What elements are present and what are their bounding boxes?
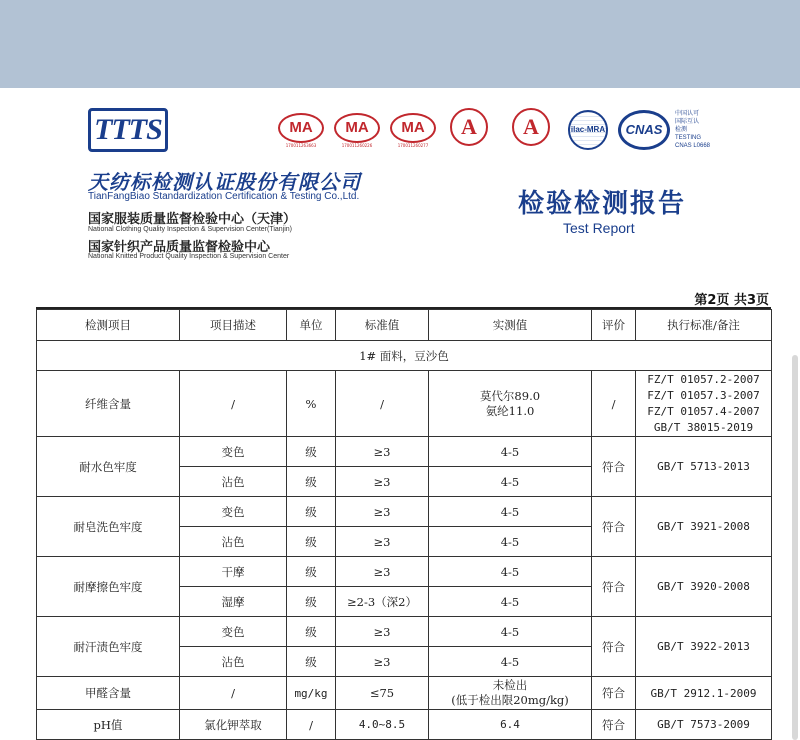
measured-cell: 4-5 <box>429 527 592 557</box>
cma-mark-1 <box>278 113 324 148</box>
measured-cell: 4-5 <box>429 557 592 587</box>
clothing-center-en: National Clothing Quality Inspection & Supervision Center(Tianjin) <box>88 226 293 233</box>
item-cell: 耐水色牢度 <box>37 437 180 497</box>
unit-cell: 级 <box>287 557 336 587</box>
table-row <box>37 437 772 467</box>
col-header: 实测值 <box>429 310 592 341</box>
cnas-caption: 中国认可 国际互认 检测 TESTING CNAS L0668 <box>675 111 711 149</box>
item-cell: 甲醛含量 <box>37 677 180 710</box>
ilac-mra-logo-icon: ilac-MRA <box>568 110 608 150</box>
col-header: 评价 <box>592 310 636 341</box>
cma-logo-icon: MA <box>390 113 436 143</box>
std-value-cell: ≥3 <box>336 557 429 587</box>
ilac-mark <box>568 110 608 150</box>
measured-cell: 6.4 <box>429 710 592 740</box>
table-row <box>37 371 772 437</box>
measured-cell: 4-5 <box>429 587 592 617</box>
cal-logo-icon: A <box>450 108 488 146</box>
item-cell: pH值 <box>37 710 180 740</box>
cma-mark-2 <box>334 113 380 148</box>
col-header: 标准值 <box>336 310 429 341</box>
std-value-cell: ≥2-3（深2） <box>336 587 429 617</box>
table-header-row <box>37 310 772 341</box>
test-results-table <box>36 309 772 740</box>
sample-description: 1# 面料，豆沙色 <box>37 341 772 371</box>
desc-cell: / <box>180 371 287 437</box>
standard-cell: GB/T 5713-2013 <box>636 437 772 497</box>
cal-mark-1 <box>450 108 488 146</box>
knitted-center-cn: 国家针织产品质量监督检验中心 <box>88 240 271 255</box>
standard-cell: GB/T 3922-2013 <box>636 617 772 677</box>
unit-cell: 级 <box>287 647 336 677</box>
standard-cell: FZ/T 01057.2-2007 FZ/T 01057.3-2007 FZ/T 01057.4-2007 GB/T 38015-2019 <box>636 371 772 437</box>
standard-cell: GB/T 7573-2009 <box>636 710 772 740</box>
unit-cell: 级 <box>287 497 336 527</box>
cma-logo-icon: MA <box>278 113 324 143</box>
eval-cell: 符合 <box>592 617 636 677</box>
unit-cell: 级 <box>287 437 336 467</box>
measured-cell: 4-5 <box>429 617 592 647</box>
eval-cell: 符合 <box>592 677 636 710</box>
col-header: 检测项目 <box>37 310 180 341</box>
cnas-logo-icon: CNAS <box>618 110 670 150</box>
std-value-cell: ≥3 <box>336 467 429 497</box>
unit-cell: mg/kg <box>287 677 336 710</box>
std-value-cell: 4.0~8.5 <box>336 710 429 740</box>
cnas-mark <box>618 110 711 150</box>
std-value-cell: ≥3 <box>336 437 429 467</box>
desc-cell: 变色 <box>180 497 287 527</box>
tts-logo: TTTS <box>88 108 168 152</box>
std-value-cell: ≥3 <box>336 527 429 557</box>
unit-cell: 级 <box>287 587 336 617</box>
desc-cell: 沾色 <box>180 647 287 677</box>
col-header: 单位 <box>287 310 336 341</box>
cal-mark-2 <box>512 108 550 146</box>
knitted-center-en: National Knitted Product Quality Inspection & Supervision Center <box>88 253 290 260</box>
table-row <box>37 497 772 527</box>
col-header: 项目描述 <box>180 310 287 341</box>
desc-cell: / <box>180 677 287 710</box>
top-bar <box>0 0 800 88</box>
cma-mark-3 <box>390 113 436 148</box>
measured-cell: 4-5 <box>429 467 592 497</box>
std-value-cell: / <box>336 371 429 437</box>
item-cell: 耐皂洗色牢度 <box>37 497 180 557</box>
eval-cell: 符合 <box>592 497 636 557</box>
desc-cell: 湿摩 <box>180 587 287 617</box>
report-title-cn: 检验检测报告 <box>518 189 687 219</box>
eval-cell: 符合 <box>592 557 636 617</box>
desc-cell: 沾色 <box>180 527 287 557</box>
item-cell: 耐汗渍色牢度 <box>37 617 180 677</box>
standard-cell: GB/T 2912.1-2009 <box>636 677 772 710</box>
report-title-en: Test Report <box>563 220 635 236</box>
measured-cell: 4-5 <box>429 497 592 527</box>
item-cell: 纤维含量 <box>37 371 180 437</box>
unit-cell: 级 <box>287 527 336 557</box>
std-value-cell: ≤75 <box>336 677 429 710</box>
company-name-cn: 天纺标检测认证股份有限公司 <box>88 170 361 194</box>
cma-logo-icon: MA <box>334 113 380 143</box>
vertical-scrollbar[interactable] <box>792 355 798 740</box>
cal-logo-icon: A <box>512 108 550 146</box>
measured-cell: 4-5 <box>429 647 592 677</box>
table-row <box>37 617 772 647</box>
eval-cell: / <box>592 371 636 437</box>
col-header: 执行标准/备注 <box>636 310 772 341</box>
table-row <box>37 677 772 710</box>
cma-caption: 170011260226 <box>341 143 373 148</box>
desc-cell: 变色 <box>180 617 287 647</box>
desc-cell: 干摩 <box>180 557 287 587</box>
clothing-center-cn: 国家服装质量监督检验中心（天津） <box>88 212 297 227</box>
std-value-cell: ≥3 <box>336 647 429 677</box>
table-row <box>37 710 772 740</box>
table-row <box>37 557 772 587</box>
desc-cell: 变色 <box>180 437 287 467</box>
desc-cell: 沾色 <box>180 467 287 497</box>
std-value-cell: ≥3 <box>336 497 429 527</box>
measured-cell: 莫代尔89.0 氨纶11.0 <box>429 371 592 437</box>
unit-cell: 级 <box>287 617 336 647</box>
eval-cell: 符合 <box>592 710 636 740</box>
report-page <box>0 88 800 740</box>
eval-cell: 符合 <box>592 437 636 497</box>
desc-cell: 氯化钾萃取 <box>180 710 287 740</box>
std-value-cell: ≥3 <box>336 617 429 647</box>
cma-caption: 170011263663 <box>285 143 317 148</box>
section-row <box>37 341 772 371</box>
standard-cell: GB/T 3920-2008 <box>636 557 772 617</box>
unit-cell: 级 <box>287 467 336 497</box>
cma-caption: 170011260277 <box>397 143 429 148</box>
page-number: 第2页 共3页 <box>694 293 769 308</box>
measured-cell: 未检出 (低于检出限20mg/kg) <box>429 677 592 710</box>
measured-cell: 4-5 <box>429 437 592 467</box>
item-cell: 耐摩擦色牢度 <box>37 557 180 617</box>
unit-cell: % <box>287 371 336 437</box>
unit-cell: / <box>287 710 336 740</box>
standard-cell: GB/T 3921-2008 <box>636 497 772 557</box>
company-name-en: TianFangBiao Standardization Certification & Testing Co.,Ltd. <box>88 191 360 202</box>
